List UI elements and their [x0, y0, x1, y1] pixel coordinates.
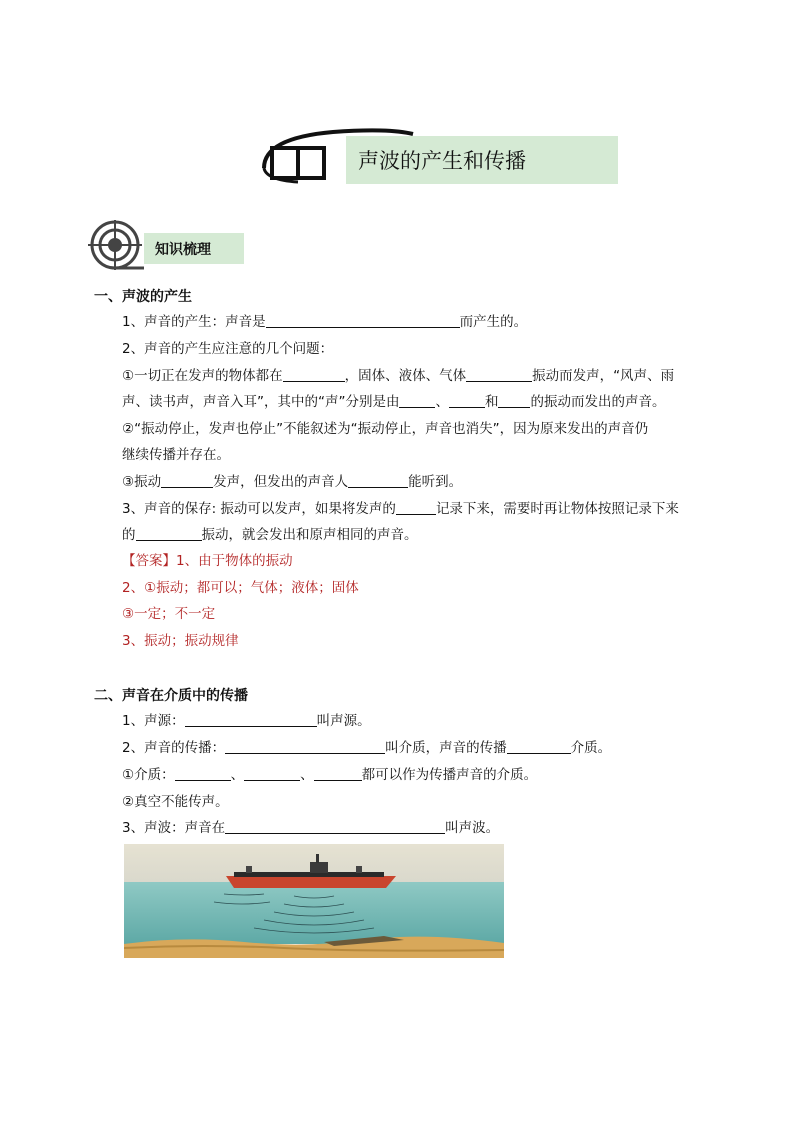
fill-blank[interactable] [136, 527, 202, 541]
title-box [346, 136, 618, 184]
answer-line-3: ③一定；不一定 [122, 606, 216, 622]
s1-q2b-line1: ②“振动停止，发声也停止”不能叙述为“振动停止，声音也消失”，因为原来发出的声音仍 [122, 421, 649, 437]
text: 发声，但发出的声音人 [213, 474, 349, 490]
text: 3、声音的保存: 振动可以发声，如果将发声的 [122, 501, 396, 517]
page-title: 声波的产生和传播 [358, 149, 526, 173]
text: 都可以作为传播声音的介质。 [361, 767, 538, 783]
s1-q2a-line1 [122, 367, 674, 385]
s1-q3-line2 [122, 526, 418, 544]
text: 振动而发声，“风声、雨 [532, 368, 675, 384]
fill-blank[interactable] [225, 820, 445, 834]
fill-blank[interactable] [185, 713, 317, 727]
text: 和 [484, 394, 499, 410]
fill-blank[interactable] [283, 368, 345, 382]
text: 、 [300, 767, 314, 783]
fill-blank[interactable] [498, 394, 530, 408]
ship-sonar-image [124, 844, 504, 958]
fill-blank[interactable] [225, 740, 385, 754]
s2-q3 [122, 819, 499, 837]
fill-blank[interactable] [399, 394, 435, 408]
fill-blank[interactable] [348, 474, 408, 488]
fill-blank[interactable] [266, 314, 460, 328]
text: ，固体、液体、气体 [344, 368, 467, 384]
fill-blank[interactable] [449, 394, 485, 408]
text: 声、读书声，声音入耳”，其中的“声”分别是由 [122, 394, 400, 410]
title-banner [258, 128, 624, 186]
text: 叫声源。 [316, 713, 371, 729]
s2-q1 [122, 712, 371, 730]
text: 1、声源： [122, 713, 185, 729]
section-heading-2: 二、声音在介质中的传播 [94, 688, 248, 704]
s1-q3-line1 [122, 500, 679, 518]
text: ③振动 [122, 474, 162, 490]
fill-blank[interactable] [507, 740, 571, 754]
answer-line-2: 2、①振动；都可以；气体；液体；固体 [122, 580, 359, 596]
s1-q2c [122, 473, 462, 491]
text: 能听到。 [408, 474, 463, 490]
text: 、 [435, 394, 449, 410]
text: 2、声音的传播： [122, 740, 226, 756]
text: 而产生的。 [459, 314, 528, 330]
s1-q2: 2、声音的产生应注意的几个问题： [122, 341, 334, 357]
fill-blank[interactable] [466, 368, 532, 382]
text: 的 [122, 527, 136, 543]
text: 叫介质，声音的传播 [385, 740, 507, 756]
text: 记录下来，需要时再让物体按照记录下来 [435, 501, 679, 517]
fill-blank[interactable] [161, 474, 213, 488]
text: 振动，就会发出和原声相同的声音。 [201, 527, 418, 543]
text: ①一切正在发声的物体都在 [122, 368, 283, 384]
s2-q2 [122, 739, 611, 757]
s2-q2a [122, 766, 537, 784]
text: 、 [230, 767, 245, 783]
target-icon [88, 220, 148, 272]
s2-q2b: ②真空不能传声。 [122, 794, 229, 810]
s1-q2a-line2 [122, 393, 665, 411]
s1-q1 [122, 313, 527, 331]
fill-blank[interactable] [175, 767, 231, 781]
text: 1、由于物体的振动 [176, 553, 293, 569]
fill-blank[interactable] [396, 501, 436, 515]
answer-tag: 【答案】 [122, 553, 176, 569]
section-badge: 知识梳理 [155, 242, 211, 258]
fill-blank[interactable] [314, 767, 362, 781]
text: 介质。 [570, 740, 612, 756]
fill-blank[interactable] [244, 767, 300, 781]
ship-sonar-illustration [124, 844, 504, 958]
text: 3、声波：声音在 [122, 820, 226, 836]
s1-q2b-line2: 继续传播并存在。 [122, 447, 230, 463]
text: 的振动而发出的声音。 [530, 394, 666, 410]
answer-line-1 [122, 552, 293, 570]
text: 1、声音的产生：声音是 [122, 314, 266, 330]
text: 叫声波。 [445, 820, 500, 836]
answer-line-4: 3、振动；振动规律 [122, 633, 239, 649]
section-heading-1: 一、声波的产生 [94, 289, 192, 305]
text: ①介质： [122, 767, 175, 783]
